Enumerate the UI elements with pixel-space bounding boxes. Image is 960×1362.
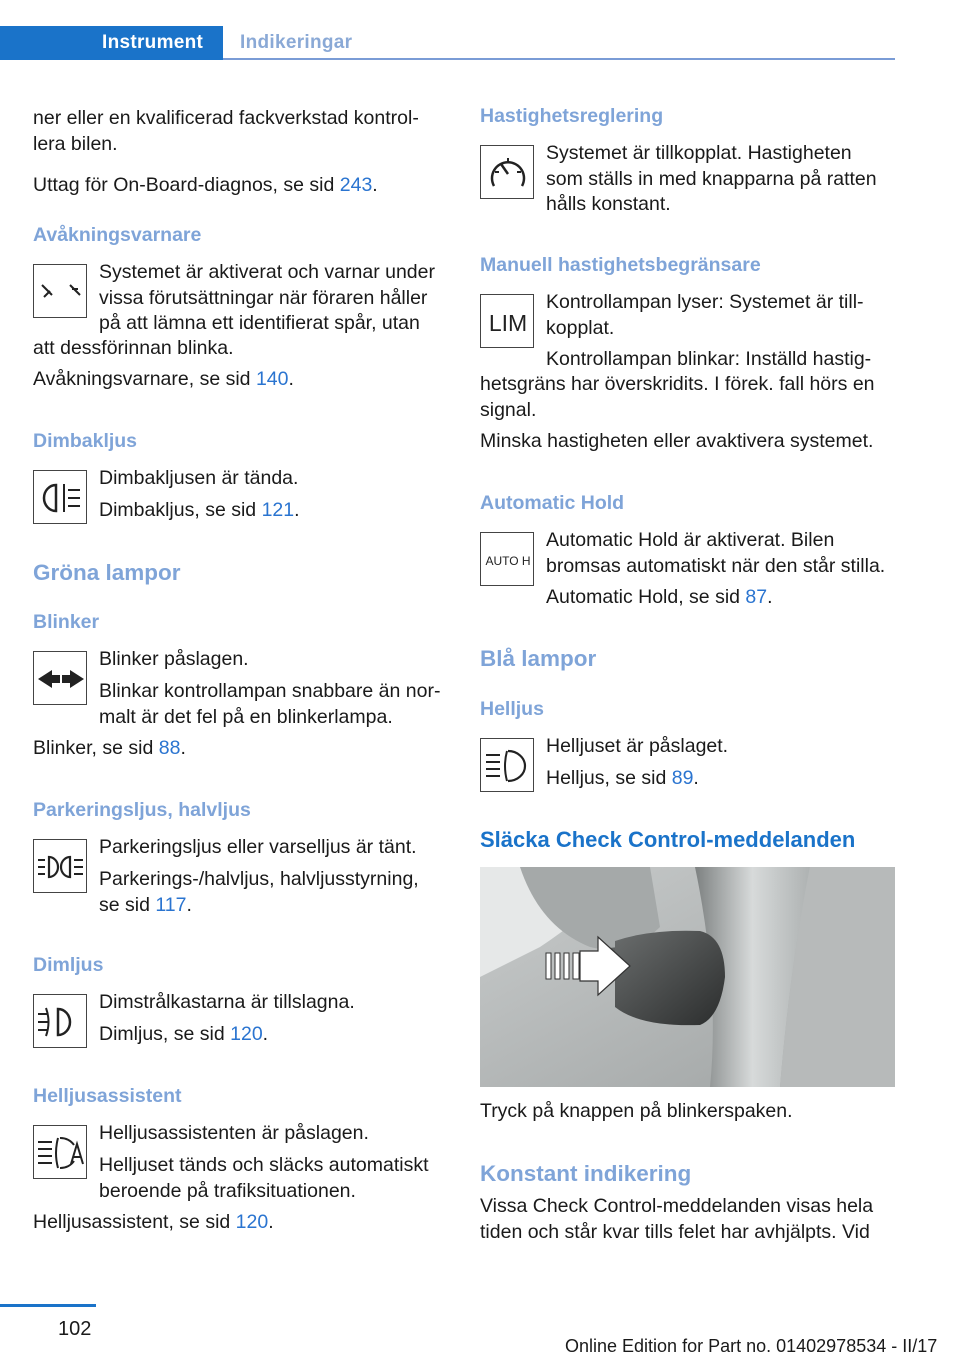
page-link[interactable]: 120 bbox=[230, 1023, 263, 1045]
hastighetsreglering-desc bbox=[546, 141, 877, 218]
text-line: malt är det fel på en blinkerlampa. bbox=[99, 705, 393, 728]
text-line: Blinkar kontrollampan snabbare än nor‐ bbox=[99, 680, 441, 702]
edition-note: Online Edition for Part no. 01402978534 - II/17 bbox=[565, 1336, 938, 1356]
text-line: beroende på trafiksituationen. bbox=[99, 1179, 356, 1202]
rear-fog-light-icon bbox=[33, 470, 87, 524]
heading-slacka-check-control: Släcka Check Control-meddelanden bbox=[480, 827, 856, 852]
front-fog-light-icon bbox=[33, 994, 87, 1048]
page-link[interactable]: 243 bbox=[339, 174, 373, 196]
heading-konstant-indikering: Konstant indikering bbox=[480, 1161, 692, 1186]
automatic-hold-ref: Automatic Hold, se sid 87. bbox=[546, 586, 773, 608]
text-line: Parkeringsljus eller varselljus är tänt. bbox=[99, 836, 417, 858]
blinker-ref: Blinker, se sid 88. bbox=[33, 737, 186, 759]
text-line: hetsgräns har överskridits. I förek. fall hörs en bbox=[480, 373, 875, 395]
heading-hastighetsreglering: Hastighetsreglering bbox=[480, 105, 664, 127]
heading-helljus: Helljus bbox=[480, 698, 544, 720]
ref-text: Dimbakljus, se sid bbox=[99, 499, 262, 521]
text-line: Blinker påslagen. bbox=[99, 648, 249, 670]
page-link[interactable]: 121 bbox=[261, 499, 295, 521]
dimbakljus-ref: Dimbakljus, se sid 121. bbox=[99, 499, 300, 521]
page-link[interactable]: 117 bbox=[155, 893, 187, 916]
text-line: Dimbakljusen är tända. bbox=[99, 467, 299, 489]
ref-text: Dimljus, se sid bbox=[99, 1023, 231, 1045]
ref-text: Avåkningsvarnare, se sid bbox=[33, 368, 256, 390]
high-beam-icon bbox=[480, 738, 534, 792]
ref-text: Automatic Hold, se sid bbox=[546, 586, 746, 608]
page-link[interactable]: 89 bbox=[671, 767, 694, 789]
text-line: vissa förutsättningar när föraren håller bbox=[99, 286, 428, 309]
ref-text: se sid bbox=[99, 893, 156, 916]
helljusassistent-ref: Helljusassistent, se sid 120. bbox=[33, 1211, 274, 1233]
heading-grona-lampor: Gröna lampor bbox=[33, 560, 181, 585]
text-line: Dimstrålkastarna är tillslagna. bbox=[99, 991, 355, 1013]
tab-indikeringar-label[interactable]: Indikeringar bbox=[240, 32, 353, 53]
text-line: Helljuset är påslaget. bbox=[546, 735, 729, 757]
dimljus-ref: Dimljus, se sid 120. bbox=[99, 1023, 269, 1045]
tab-instrument-label[interactable]: Instrument bbox=[102, 32, 204, 53]
text-line: Kontrollampan blinkar: Inställd hastig‐ bbox=[546, 348, 872, 370]
lane-departure-icon bbox=[33, 264, 87, 318]
text-line: Minska hastigheten eller avaktivera systemet. bbox=[480, 430, 874, 452]
page-link[interactable]: 88 bbox=[158, 737, 181, 759]
text-line: tiden och står kvar tills felet har avhjälpts. Vid bbox=[480, 1220, 870, 1243]
heading-dimljus: Dimljus bbox=[33, 954, 104, 976]
text-line: Automatic Hold är aktiverat. Bilen bbox=[546, 529, 835, 551]
turn-signal-icon bbox=[33, 651, 87, 705]
header-tabs bbox=[0, 26, 895, 62]
heading-automatic-hold: Automatic Hold bbox=[480, 492, 625, 514]
helljus-ref: Helljus, se sid 89. bbox=[546, 767, 699, 789]
text-line: kopplat. bbox=[546, 316, 615, 339]
avakningsvarnare-ref: Avåkningsvarnare, se sid 140. bbox=[33, 368, 294, 390]
tab-divider bbox=[223, 58, 895, 60]
paragraph bbox=[33, 106, 419, 157]
text-line: Helljuset tänds och släcks automatiskt bbox=[99, 1154, 429, 1176]
text-line: på att lämna ett identifierat spår, utan bbox=[99, 312, 420, 334]
auto-hold-icon bbox=[480, 532, 534, 586]
manuell-desc-2 bbox=[480, 372, 875, 423]
heading-manuell-hastighetsbegransare: Manuell hastighetsbegränsare bbox=[480, 254, 761, 276]
ref-text: Helljusassistent, se sid bbox=[33, 1211, 236, 1233]
konstant-desc bbox=[480, 1194, 873, 1245]
text-line: ner eller en kvalificerad fackverkstad kontrol‐ bbox=[33, 107, 419, 129]
heading-bla-lampor: Blå lampor bbox=[480, 646, 597, 671]
manuell-desc-1 bbox=[546, 290, 864, 341]
text-line: Helljusassistenten är påslagen. bbox=[99, 1122, 369, 1144]
automatic-hold-desc bbox=[546, 528, 885, 579]
heading-helljusassistent: Helljusassistent bbox=[33, 1085, 182, 1107]
ref-text: Blinker, se sid bbox=[33, 737, 159, 759]
page-link[interactable]: 87 bbox=[745, 586, 768, 608]
text-line: lera bilen. bbox=[33, 132, 118, 155]
page-link[interactable]: 120 bbox=[235, 1211, 269, 1233]
page-number: 102 bbox=[58, 1318, 92, 1340]
ref-text: Uttag för On-Board-diagnos, se sid bbox=[33, 174, 340, 196]
text-line: Systemet är tillkopplat. Hastigheten bbox=[546, 142, 852, 164]
auto-h-text: AUTO H bbox=[485, 554, 531, 568]
lim-text: LIM bbox=[488, 310, 528, 336]
speed-limiter-icon bbox=[480, 294, 534, 348]
text-line: Vissa Check Control-meddelanden visas hela bbox=[480, 1195, 874, 1217]
text-line: som ställs in med knapparna på ratten bbox=[546, 167, 877, 190]
page-link[interactable]: 140 bbox=[255, 368, 289, 390]
text-line: se sid 117. bbox=[99, 893, 192, 916]
parkeringsljus-desc bbox=[99, 867, 419, 918]
text-line: Tryck på knappen på blinkerspaken. bbox=[480, 1100, 793, 1122]
ref-text: Helljus, se sid bbox=[546, 767, 672, 789]
text-line: signal. bbox=[480, 398, 537, 421]
text-line: Systemet är aktiverat och varnar under bbox=[99, 261, 435, 283]
text-line: Kontrollampan lyser: Systemet är till‐ bbox=[546, 291, 864, 313]
high-beam-assistant-icon bbox=[33, 1125, 87, 1179]
text-line: Parkerings-/halvljus, halvljusstyrning, bbox=[99, 868, 419, 890]
parking-light-icon bbox=[33, 839, 87, 893]
text-line: bromsas automatiskt när den står stilla. bbox=[546, 554, 886, 577]
obd-reference: Uttag för On-Board-diagnos, se sid 243. bbox=[33, 174, 378, 196]
turn-signal-lever-photo bbox=[480, 867, 895, 1087]
cruise-control-icon bbox=[480, 145, 534, 199]
heading-blinker: Blinker bbox=[33, 611, 100, 633]
heading-parkeringsljus: Parkeringsljus, halvljus bbox=[33, 799, 251, 821]
blinker-desc bbox=[99, 679, 440, 730]
helljusassistent-desc bbox=[99, 1153, 428, 1204]
heading-avakningsvarnare: Avåkningsvarnare bbox=[33, 224, 202, 246]
avakningsvarnare-desc bbox=[99, 260, 435, 337]
text-line: hålls konstant. bbox=[546, 193, 671, 215]
text-line: att dessförinnan blinka. bbox=[33, 337, 234, 359]
footer-rule bbox=[0, 1304, 96, 1307]
heading-dimbakljus: Dimbakljus bbox=[33, 430, 138, 452]
